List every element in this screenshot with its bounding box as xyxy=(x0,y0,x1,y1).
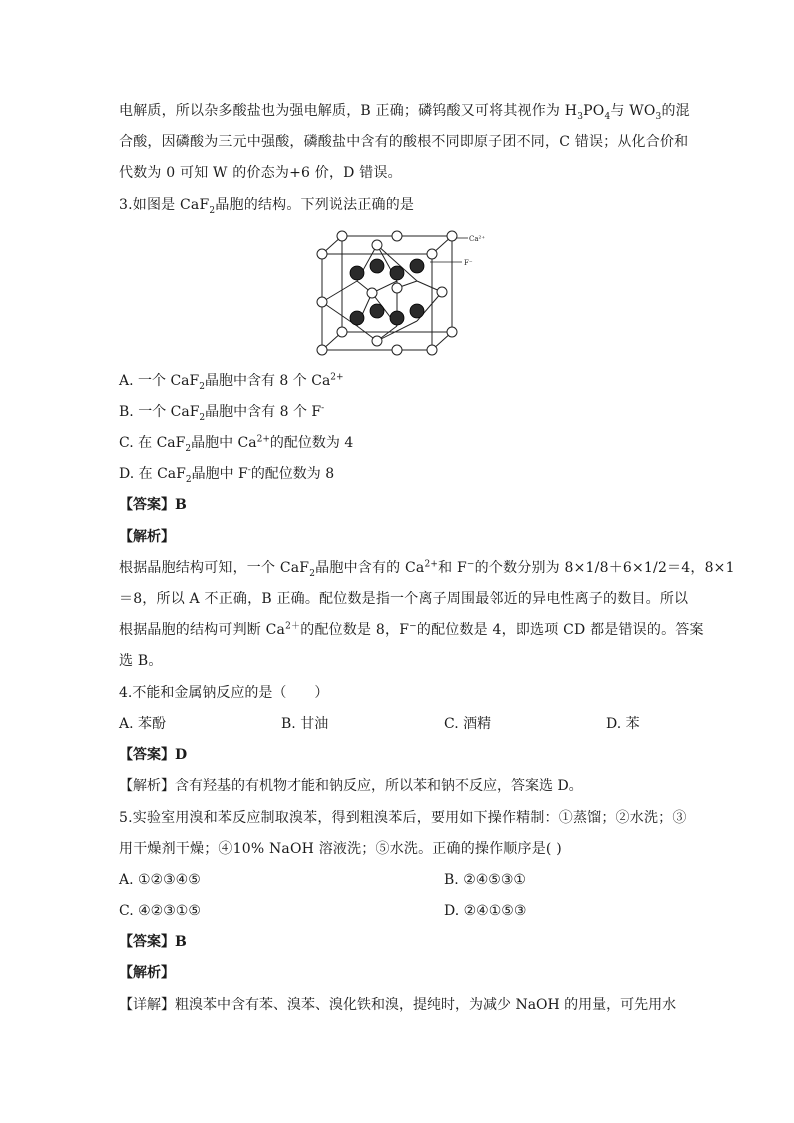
q5-option-a: A. ①②③④⑤ xyxy=(119,872,201,888)
text-line: 电解质，所以杂多酸盐也为强电解质，B 正确；磷钨酸又可将其视作为 $H_3PO_4$与 $WO_3$的混 xyxy=(119,103,690,122)
q3-option-c: C. 在 CaF$_2$晶胞中 $Ca^{2+}$的配位数为 4 xyxy=(119,434,354,454)
q4-option-d: D. 苯 xyxy=(606,716,640,732)
q5-option-c: C. ④②③①⑤ xyxy=(119,903,201,919)
q3-analysis: 根据晶胞结构可知，一个 CaF$_2$晶胞中含有的 $Ca^{2+}$和 F−的个数分别为 8×1/8＋6×1/2＝4，8×1 ＝8，所以 A 不正确，B 正确。配位数是指一个离子周围最邻近的异电性离子的数目。所以 根据晶胞的结构可判断 $Ca^{2+}$的配位数是 8，F−的配位数是 4，即选项 CD 都是错误的。答案 选 B。 xyxy=(119,559,735,669)
text-line: 合酸，因磷酸为三元中强酸，磷酸盐中含有的酸根不同即原子团不同，C 错误；从化合价和 xyxy=(119,134,689,150)
text-line: 代数为 0 可知 W 的价态为+6 价，D 错误。 xyxy=(119,165,402,181)
q5-detail: 【详解】粗溴苯中含有苯、溴苯、溴化铁和溴，提纯时，为减少 NaOH 的用量，可先用水 xyxy=(119,997,677,1013)
q5-option-d: D. ②④①⑤③ xyxy=(444,903,527,919)
f-label: F⁻ xyxy=(464,259,473,267)
question-4-stem: 4.不能和金属钠反应的是（ ） xyxy=(119,685,329,701)
q5-option-b: B. ②④⑤③① xyxy=(444,872,526,888)
ca-label: Ca²⁺ xyxy=(469,235,486,243)
q4-option-b: B. 甘油 xyxy=(281,716,329,732)
q3-option-b: B. 一个 CaF$_2$晶胞中含有 8 个 F- xyxy=(119,403,325,423)
question-3-stem: 3.如图是 CaF$_2$晶胞的结构。下列说法正确的是 xyxy=(119,197,415,216)
q3-option-a: A. 一个 CaF$_2$晶胞中含有 8 个 $Ca^{2+}$ xyxy=(119,372,344,392)
question-5-stem: 5.实验室用溴和苯反应制取溴苯，得到粗溴苯后，要用如下操作精制：①蒸馏；②水洗；③ 用干燥剂干燥；④10% NaOH 溶液洗；⑤水洗。正确的操作顺序是( ) xyxy=(119,810,687,857)
caf2-unit-cell-figure xyxy=(312,226,492,360)
q4-option-a: A. 苯酚 xyxy=(119,716,167,732)
q3-option-d: D. 在 CaF$_2$晶胞中 F-的配位数为 8 xyxy=(119,465,335,485)
q4-answer: 【答案】D xyxy=(119,747,188,763)
q5-answer: 【答案】B xyxy=(119,934,187,950)
q4-analysis: 【解析】含有羟基的有机物才能和钠反应，所以苯和钠不反应，答案选 D。 xyxy=(119,778,583,794)
q5-analysis-title: 【解析】 xyxy=(119,965,175,981)
previous-analysis xyxy=(119,96,690,189)
q3-analysis-title: 【解析】 xyxy=(119,529,175,545)
q4-option-c: C. 酒精 xyxy=(444,716,492,732)
q3-answer: 【答案】B xyxy=(119,497,187,513)
